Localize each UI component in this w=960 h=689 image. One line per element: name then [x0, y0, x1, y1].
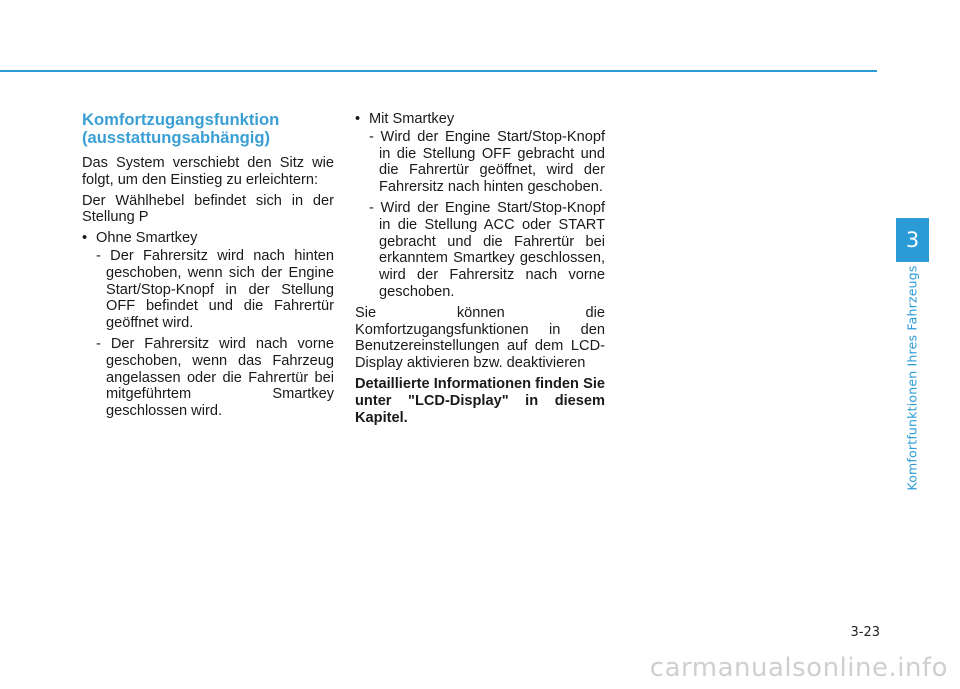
bullet-with-smartkey: • Mit Smartkey [355, 111, 605, 128]
chapter-title: Komfortfunktionen Ihres Fahrzeugs [904, 265, 920, 491]
section-heading-line2: (ausstattungsabhängig) [82, 128, 271, 147]
bullet-without-smartkey: • Ohne Smartkey [82, 230, 334, 247]
section-heading-line1: Komfortzugangsfunktion [82, 110, 280, 129]
dash-item-seat-forward: - Der Fahrersitz wird nach vorne geschoben, wenn das Fahrzeug angelassen oder die Fahrertür bei mitgeführtem Smartkey geschlossen wird. [96, 335, 334, 420]
dash-item-acc-start: - Wird der Engine Start/Stop-Knopf in die Stellung ACC oder START gebracht und die Fahrertür bei erkanntem Smartkey geschlossen, wird der Fahrersitz nach vorne geschoben. [369, 199, 605, 300]
dash-item-off-door-open: - Wird der Engine Start/Stop-Knopf in die Stellung OFF gebracht und die Fahrertür geöffnet, wird der Fahrersitz nach hinten geschoben. [369, 128, 605, 196]
section-heading [82, 111, 334, 147]
watermark: carmanualsonline.info [649, 653, 948, 683]
chapter-number: 3 [905, 228, 920, 252]
chapter-number-tab [896, 218, 929, 262]
page-number: 3-23 [850, 625, 880, 640]
condition-paragraph: Der Wählhebel befindet sich in der Stellung P [82, 192, 334, 226]
intro-paragraph: Das System verschiebt den Sitz wie folgt, um den Einstieg zu erleichtern: [82, 155, 334, 188]
settings-paragraph: Sie können die Komfortzugangsfunktionen in den Benutzereinstellungen auf dem LCD-Display aktivieren bzw. deaktivieren [355, 304, 605, 372]
header-rule [0, 70, 877, 72]
left-column [82, 111, 334, 424]
right-column [355, 111, 605, 430]
dash-item-seat-back: - Der Fahrersitz wird nach hinten geschoben, wenn sich der Engine Start/Stop-Knopf in der Stellung OFF befindet und die Fahrertür geöffnet wird. [96, 247, 334, 332]
reference-note: Detaillierte Informationen finden Sie unter "LCD-Display" in diesem Kapitel. [355, 375, 605, 426]
